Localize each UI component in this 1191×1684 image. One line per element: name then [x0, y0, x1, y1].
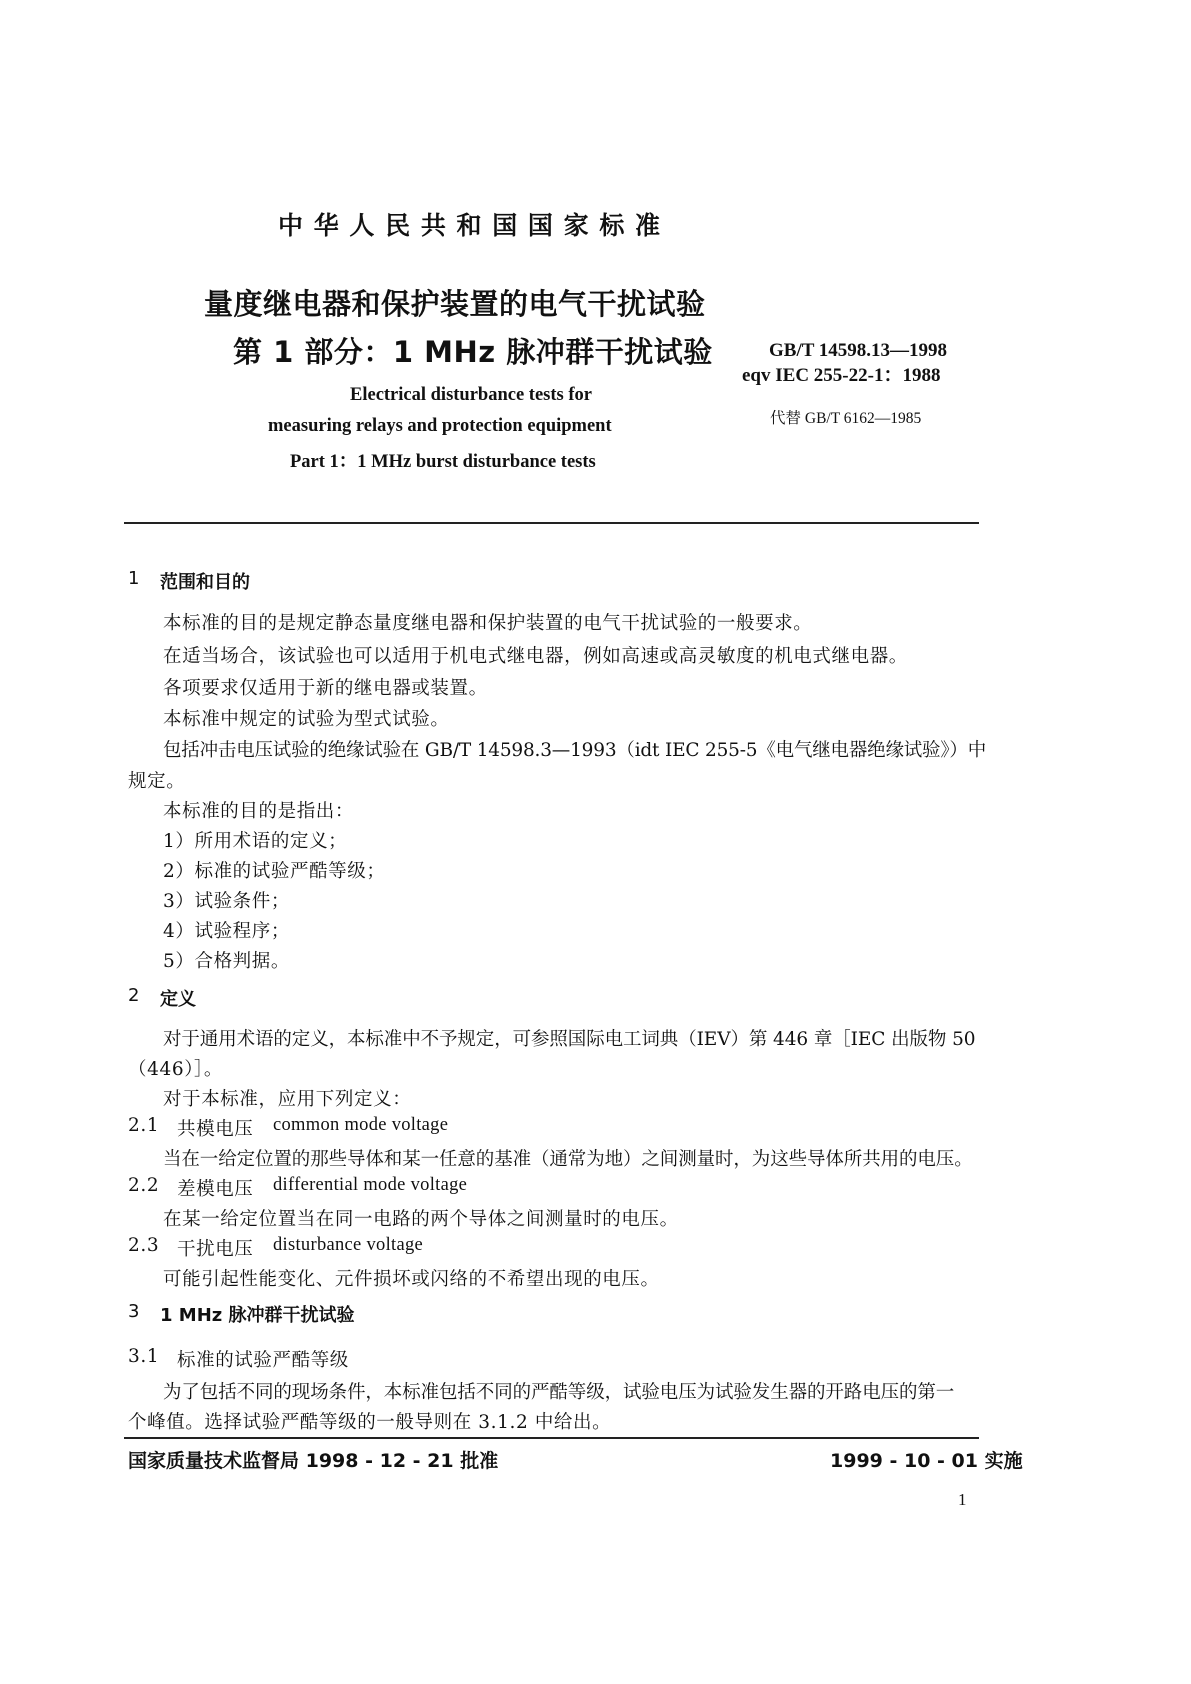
equivalent-standard: eqv IEC 255-22-1：1988	[742, 365, 941, 386]
section-1-number: 1	[128, 568, 140, 589]
list-item: 2）标准的试验严酷等级；	[163, 861, 386, 882]
replaces-standard: 代替 GB/T 6162—1985	[770, 410, 922, 427]
approval-note: 国家质量技术监督局 1998 - 12 - 21 批准	[128, 1450, 499, 1472]
standard-code: GB/T 14598.13—1998	[769, 340, 948, 361]
definition-2-3-term: 干扰电压	[177, 1239, 254, 1260]
section-3-title: 1 MHz 脉冲群干扰试验	[160, 1305, 355, 1326]
definition-2-1-text: 当在一给定位置的那些导体和某一任意的基准（通常为地）之间测量时，为这些导体所共用的电压。	[163, 1149, 973, 1170]
list-item: 5）合格判据。	[163, 951, 290, 972]
s2-paragraph-2: 对于本标准，应用下列定义：	[163, 1089, 412, 1110]
list-item: 3）试验条件；	[163, 891, 290, 912]
title-cn-line1: 量度继电器和保护装置的电气干扰试验	[204, 287, 706, 321]
title-cn-line2: 第 1 部分：1 MHz 脉冲群干扰试验	[233, 335, 713, 369]
s3-paragraph-1-cont: 个峰值。选择试验严酷等级的一般导则在 3.1.2 中给出。	[128, 1412, 612, 1433]
title-en-line1: Electrical disturbance tests for	[350, 385, 592, 405]
definition-2-2-term-en: differential mode voltage	[273, 1175, 468, 1195]
title-en-line3: Part 1：1 MHz burst disturbance tests	[290, 452, 596, 472]
s2-paragraph-1: 对于通用术语的定义，本标准中不予规定，可参照国际电工词典（IEV）第 446 章［IEC 出版物 50	[163, 1029, 976, 1050]
s1-paragraph-6: 本标准的目的是指出：	[163, 801, 355, 822]
section-3-1-number: 3.1	[128, 1346, 160, 1367]
national-standard-heading: 中 华 人 民 共 和 国 国 家 标 准	[278, 211, 662, 240]
list-item: 1）所用术语的定义；	[163, 831, 348, 852]
definition-2-2-term: 差模电压	[177, 1179, 254, 1200]
section-1-title: 范围和目的	[160, 572, 250, 593]
definition-2-1-term: 共模电压	[177, 1119, 254, 1140]
s1-paragraph-4: 本标准中规定的试验为型式试验。	[163, 709, 450, 730]
section-3-number: 3	[128, 1301, 140, 1322]
definition-2-2-number: 2.2	[128, 1175, 160, 1196]
definition-2-3-text: 可能引起性能变化、元件损坏或闪络的不希望出现的电压。	[163, 1269, 660, 1290]
definition-2-3-number: 2.3	[128, 1235, 160, 1256]
list-item: 4）试验程序；	[163, 921, 290, 942]
s1-paragraph-2: 在适当场合，该试验也可以适用于机电式继电器，例如高速或高灵敏度的机电式继电器。	[163, 646, 908, 667]
header-divider	[124, 522, 979, 524]
s1-paragraph-5: 包括冲击电压试验的绝缘试验在 GB/T 14598.3—1993（idt IEC 255-5《电气继电器绝缘试验》）中	[163, 740, 986, 761]
definition-2-3-term-en: disturbance voltage	[273, 1235, 424, 1255]
s1-paragraph-1: 本标准的目的是规定静态量度继电器和保护装置的电气干扰试验的一般要求。	[163, 613, 813, 634]
s2-paragraph-1-cont: （446）］。	[128, 1059, 224, 1080]
s1-paragraph-5-cont: 规定。	[128, 771, 186, 792]
section-2-number: 2	[128, 985, 140, 1006]
definition-2-1-number: 2.1	[128, 1115, 160, 1136]
page-number: 1	[958, 1490, 967, 1509]
definition-2-2-text: 在某一给定位置当在同一电路的两个导体之间测量时的电压。	[163, 1209, 679, 1230]
effective-date: 1999 - 10 - 01 实施	[830, 1450, 1023, 1472]
section-2-title: 定义	[160, 989, 196, 1010]
footer-divider	[124, 1437, 979, 1439]
title-en-line2: measuring relays and protection equipment	[268, 416, 612, 436]
section-3-1-title: 标准的试验严酷等级	[177, 1350, 349, 1371]
s3-paragraph-1: 为了包括不同的现场条件，本标准包括不同的严酷等级，试验电压为试验发生器的开路电压的第一	[163, 1382, 955, 1403]
definition-2-1-term-en: common mode voltage	[273, 1115, 449, 1135]
s1-paragraph-3: 各项要求仅适用于新的继电器或装置。	[163, 678, 488, 699]
